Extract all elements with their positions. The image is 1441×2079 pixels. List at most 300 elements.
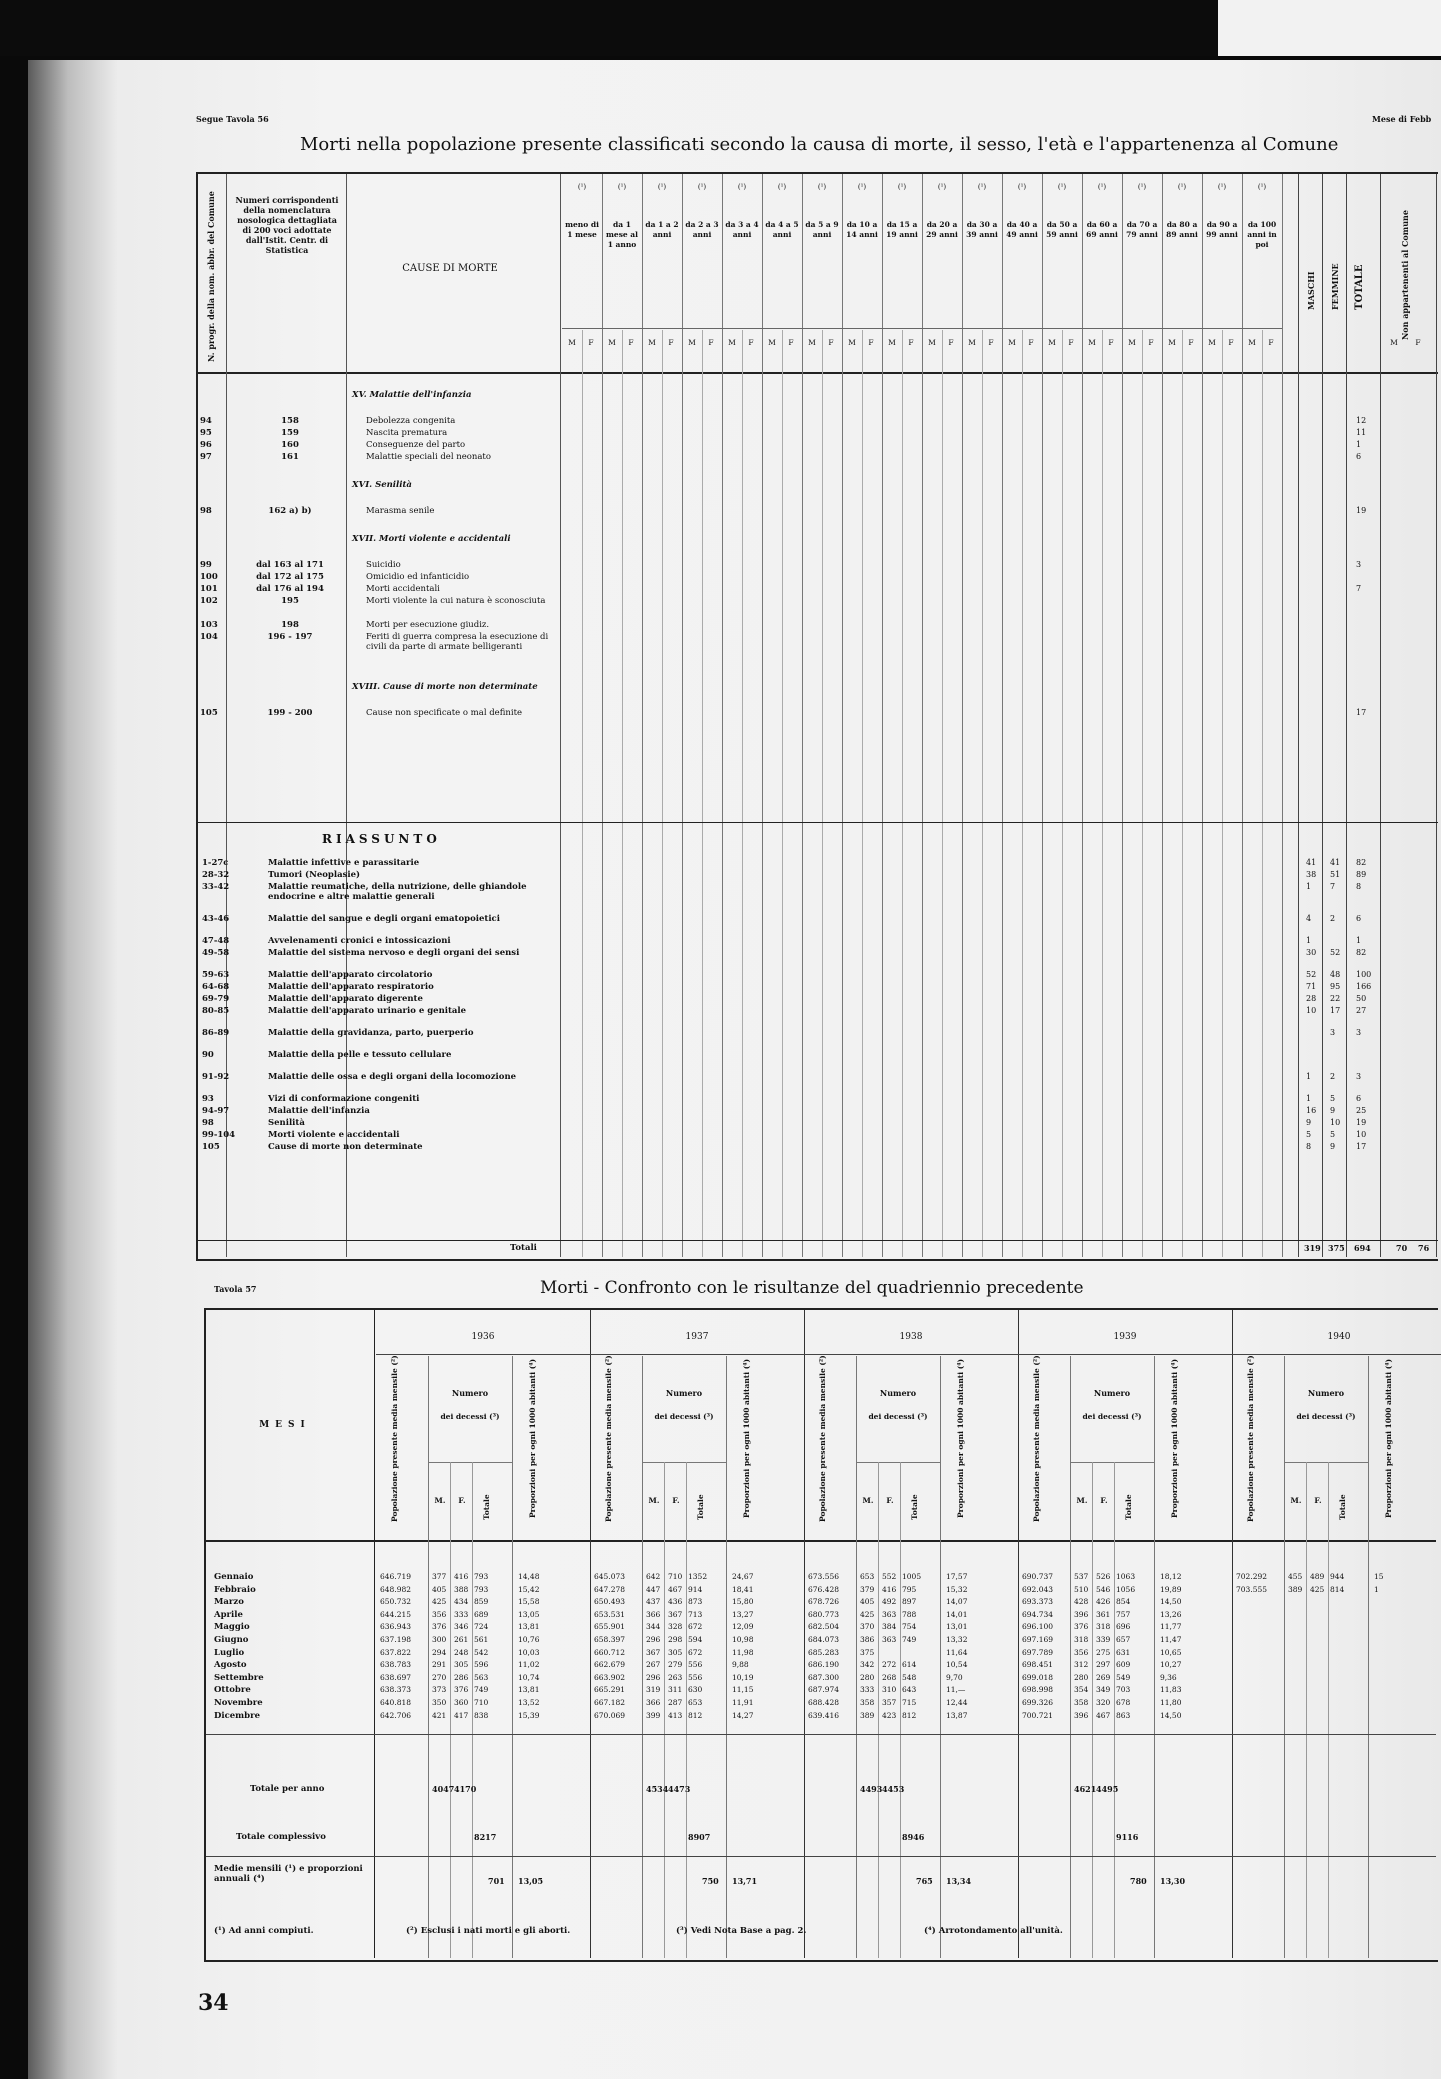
- age-footnote-mark: (¹): [577, 183, 587, 191]
- month-value: 812: [688, 1710, 703, 1720]
- month-value: 467: [1096, 1710, 1111, 1720]
- month-value: 15,58: [518, 1597, 540, 1607]
- month-label: Novembre: [214, 1698, 263, 1708]
- month-value: 814: [1330, 1584, 1345, 1594]
- row-number: 104: [200, 632, 218, 642]
- month-value: 13,26: [1160, 1609, 1182, 1619]
- na-f-label: F: [1415, 338, 1421, 347]
- col-numero: Numero: [1307, 1388, 1345, 1398]
- age-footnote-mark: (¹): [737, 183, 747, 191]
- riassunto-number: 43-46: [202, 914, 230, 924]
- month-value: 596: [474, 1660, 489, 1670]
- month-value: 384: [882, 1622, 897, 1632]
- month-value: 421: [432, 1710, 447, 1720]
- sex-m-label: M: [1128, 338, 1136, 347]
- age-footnote-mark: (¹): [1217, 183, 1227, 191]
- row-number: 98: [200, 506, 212, 516]
- age-footnote-mark: (¹): [1137, 183, 1147, 191]
- riassunto-m: 41: [1306, 858, 1317, 867]
- age-group-label: da 30 a 39 anni: [966, 220, 998, 239]
- age-footnote-mark: (¹): [1057, 183, 1067, 191]
- col-m: M.: [648, 1496, 660, 1505]
- month-value: 795: [902, 1584, 917, 1594]
- riassunto-m: 16: [1306, 1106, 1317, 1115]
- col-divider: [622, 330, 623, 1257]
- month-value: 678.726: [808, 1597, 840, 1607]
- row-number: 100: [200, 572, 218, 582]
- year-rule: [590, 1354, 804, 1355]
- total-complessivo: 8946: [902, 1832, 925, 1842]
- riassunto-number: 99-104: [202, 1130, 236, 1140]
- age-group-label: meno di 1 mese: [565, 220, 599, 239]
- month-value: 270: [432, 1672, 447, 1682]
- month-value: 275: [1096, 1647, 1111, 1657]
- month-value: 549: [1116, 1672, 1131, 1682]
- riassunto-cause: Malattie dell'apparato digerente: [268, 994, 423, 1004]
- col-decessi: dei decessi (³): [654, 1412, 714, 1421]
- age-footnote-mark: (¹): [697, 183, 707, 191]
- month-value: 10,03: [518, 1647, 540, 1657]
- total-media: 765: [916, 1876, 933, 1886]
- month-value: 11,47: [1160, 1635, 1182, 1644]
- month-value: 15: [1374, 1572, 1384, 1581]
- total-prop: 13,30: [1160, 1876, 1186, 1886]
- age-footnote-mark: (¹): [617, 183, 627, 191]
- col-totale: Totale: [696, 1494, 705, 1520]
- sex-f-label: F: [628, 338, 634, 347]
- age-group-label: da 100 anni in poi: [1247, 220, 1277, 249]
- month-value: 428: [1074, 1597, 1089, 1607]
- col-divider: [590, 1310, 591, 1958]
- month-value: 294: [432, 1647, 447, 1657]
- month-value: 280: [1074, 1672, 1089, 1682]
- month-value: 296: [646, 1635, 661, 1644]
- col-proporzioni: Proporzioni per ogni 1000 abitanti (⁴): [1170, 1358, 1179, 1518]
- col-divider: [1182, 330, 1183, 1257]
- col-divider: [428, 1356, 429, 1958]
- year-label: 1936: [471, 1332, 495, 1342]
- col-m: M.: [1076, 1496, 1088, 1505]
- row-total: 6: [1356, 452, 1362, 461]
- riassunto-cause: Senilità: [268, 1118, 305, 1128]
- col-divider: [1162, 174, 1163, 1257]
- col-divider: [662, 330, 663, 1257]
- month-value: 10,19: [732, 1672, 754, 1682]
- row-total: 1: [1356, 440, 1362, 449]
- totali-m: 319: [1304, 1243, 1321, 1253]
- month-value: 680.773: [808, 1609, 840, 1619]
- totals-rule: [206, 1734, 1436, 1735]
- col-m: M.: [434, 1496, 446, 1505]
- row-cause: Feriti di guerra compresa la esecuzione di civili da parte di armate belligeranti: [366, 632, 549, 652]
- month-value: 710: [474, 1698, 489, 1707]
- month-value: 344: [646, 1622, 661, 1632]
- month-value: 650.732: [380, 1597, 412, 1607]
- col-divider: [472, 1462, 473, 1958]
- row-code: 198: [281, 620, 299, 630]
- col-popolazione: Popolazione presente media mensile (²): [818, 1355, 827, 1522]
- age-group-label: da 3 a 4 anni: [725, 220, 759, 239]
- riassunto-m: 30: [1306, 948, 1317, 957]
- col-divider: [782, 330, 783, 1257]
- month-value: 715: [902, 1698, 917, 1707]
- row-code: dal 172 al 175: [256, 572, 324, 582]
- month-value: 642.706: [380, 1710, 412, 1720]
- riassunto-total: 82: [1356, 858, 1367, 867]
- age-footnote-mark: (¹): [1257, 183, 1267, 191]
- col-divider: [1242, 174, 1243, 1257]
- sex-m-label: M: [1208, 338, 1216, 347]
- sex-m-label: M: [648, 338, 656, 347]
- riassunto-total: 6: [1356, 914, 1362, 923]
- month-value: 425: [860, 1609, 875, 1619]
- riassunto-total: 10: [1356, 1130, 1367, 1139]
- col-divider: [962, 174, 963, 1257]
- month-value: 9,36: [1160, 1672, 1177, 1682]
- col-divider: [1328, 1462, 1329, 1958]
- col-divider: [1202, 174, 1203, 1257]
- month-label: Mese di Febb: [1372, 114, 1432, 124]
- riassunto-total: 1: [1356, 936, 1362, 945]
- month-value: 556: [688, 1672, 703, 1682]
- col-divider: [1262, 330, 1263, 1257]
- col-numero: Numero: [879, 1388, 917, 1398]
- col-popolazione: Popolazione presente media mensile (²): [604, 1355, 613, 1522]
- month-label: Settembre: [214, 1672, 264, 1683]
- riassunto-f: 2: [1330, 1072, 1336, 1081]
- col-divider: [1082, 174, 1083, 1257]
- riassunto-total: 8: [1356, 882, 1362, 891]
- row-cause: Cause non specificate o mal definite: [366, 708, 523, 718]
- page-number: 34: [198, 1990, 229, 2016]
- month-value: 812: [902, 1710, 917, 1720]
- month-value: 11,15: [732, 1685, 754, 1695]
- month-value: 267: [646, 1660, 661, 1670]
- sex-m-label: M: [808, 338, 816, 347]
- month-label: Dicembre: [214, 1710, 261, 1721]
- month-value: 644.215: [380, 1609, 412, 1619]
- col-maschi: MASCHI: [1306, 271, 1316, 310]
- year-rule: [804, 1354, 1018, 1355]
- month-label: Maggio: [214, 1622, 250, 1633]
- sex-m-label: M: [1088, 338, 1096, 347]
- col-divider: [1222, 330, 1223, 1257]
- riassunto-m: 1: [1306, 936, 1312, 945]
- riassunto-m: 28: [1306, 994, 1317, 1003]
- table57-label: Tavola 57: [214, 1284, 257, 1294]
- month-value: 655.901: [594, 1622, 626, 1632]
- month-value: 333: [454, 1609, 469, 1619]
- month-value: 13,01: [946, 1622, 968, 1632]
- month-value: 863: [1116, 1710, 1131, 1720]
- month-value: 14,01: [946, 1609, 968, 1619]
- total-complessivo: 8907: [688, 1832, 711, 1842]
- total-f: 4453: [882, 1784, 905, 1794]
- month-value: 653: [688, 1698, 703, 1707]
- month-value: 425: [1310, 1584, 1325, 1594]
- month-value: 269: [1096, 1672, 1111, 1682]
- month-value: 749: [474, 1685, 489, 1695]
- age-footnote-mark: (¹): [897, 183, 907, 191]
- riassunto-total: 166: [1356, 982, 1372, 991]
- month-value: 13,32: [946, 1635, 968, 1644]
- month-value: 749: [902, 1635, 917, 1644]
- age-footnote-mark: (¹): [937, 183, 947, 191]
- scan-border-light: [1218, 0, 1441, 56]
- col-divider: [1282, 174, 1283, 1257]
- riassunto-cause: Malattie della pelle e tessuto cellulare: [268, 1050, 452, 1060]
- month-value: 697.789: [1022, 1647, 1054, 1657]
- sex-m-label: M: [888, 338, 896, 347]
- month-label: Giugno: [214, 1635, 249, 1645]
- riassunto-number: 49-58: [202, 948, 230, 958]
- row-total: 17: [1356, 708, 1367, 717]
- col-f: F.: [672, 1496, 680, 1505]
- month-label: Agosto: [214, 1660, 247, 1671]
- row-cause: Omicidio ed infanticidio: [366, 572, 470, 582]
- month-value: 287: [668, 1698, 683, 1707]
- month-value: 638.697: [380, 1672, 412, 1682]
- col-popolazione: Popolazione presente media mensile (²): [1246, 1355, 1255, 1522]
- row-number: 95: [200, 428, 212, 438]
- month-value: 667.182: [594, 1698, 626, 1707]
- riassunto-f: 41: [1330, 858, 1341, 867]
- month-value: 14,07: [946, 1597, 968, 1607]
- month-value: 643: [902, 1685, 917, 1695]
- row-number: 103: [200, 620, 218, 630]
- col-totale: Totale: [1338, 1494, 1347, 1520]
- month-value: 318: [1096, 1622, 1111, 1632]
- sex-m-label: M: [848, 338, 856, 347]
- month-value: 645.073: [594, 1572, 626, 1581]
- col-nomenclature: Numeri corrispondenti della nomenclatura nosologica dettagliata di 200 voci adottate dall'Istit. Centr. di Statistica: [235, 195, 339, 255]
- row-total: 11: [1356, 428, 1367, 437]
- sex-m-label: M: [1168, 338, 1176, 347]
- month-value: 687.974: [808, 1685, 840, 1695]
- col-divider: [582, 330, 583, 1257]
- age-group-label: da 90 a 99 anni: [1206, 220, 1238, 239]
- month-value: 682.504: [808, 1622, 840, 1632]
- month-value: 854: [1116, 1597, 1131, 1607]
- col-decessi: dei decessi (³): [1082, 1412, 1142, 1421]
- row-total: 3: [1356, 560, 1362, 569]
- row-cause: Morti accidentali: [366, 584, 440, 594]
- totali-f: 375: [1328, 1243, 1345, 1253]
- riassunto-total: 19: [1356, 1118, 1367, 1127]
- col-divider: [940, 1356, 941, 1958]
- col-decessi: dei decessi (³): [440, 1412, 500, 1421]
- month-value: 455: [1288, 1572, 1303, 1581]
- col-divider: [842, 174, 843, 1257]
- month-value: 676.428: [808, 1584, 840, 1594]
- col-divider: [560, 174, 561, 1257]
- riassunto-total: 17: [1356, 1142, 1367, 1151]
- riassunto-f: 5: [1330, 1130, 1336, 1139]
- month-value: 376: [454, 1685, 469, 1695]
- age-footnote-mark: (¹): [817, 183, 827, 191]
- month-value: 650.493: [594, 1597, 626, 1607]
- month-value: 698.451: [1022, 1660, 1054, 1670]
- section-heading: XVIII. Cause di morte non determinate: [352, 682, 538, 692]
- riassunto-m: 52: [1306, 970, 1317, 979]
- col-m: M.: [862, 1496, 874, 1505]
- month-label: Ottobre: [214, 1685, 251, 1696]
- month-value: 703.555: [1236, 1584, 1268, 1594]
- col-decessi: dei decessi (³): [1296, 1412, 1356, 1421]
- month-value: 396: [1074, 1609, 1089, 1619]
- month-value: 373: [432, 1685, 447, 1695]
- col-divider: [982, 330, 983, 1257]
- month-value: 416: [882, 1584, 897, 1594]
- riassunto-cause: Malattie della gravidanza, parto, puerperio: [268, 1028, 474, 1038]
- month-value: 18,12: [1160, 1572, 1182, 1581]
- month-value: 678: [1116, 1698, 1131, 1707]
- riassunto-total: 100: [1356, 970, 1372, 979]
- month-value: 447: [646, 1584, 661, 1594]
- month-value: 389: [1288, 1584, 1303, 1594]
- sex-m-label: M: [568, 338, 576, 347]
- section-heading: XVI. Senilità: [352, 480, 412, 490]
- footnote: (¹) Ad anni compiuti.: [214, 1926, 314, 1936]
- age-group-label: da 40 a 49 anni: [1006, 220, 1038, 239]
- total-m: 4534: [646, 1784, 669, 1794]
- month-value: 694.734: [1022, 1609, 1054, 1619]
- row-number: 99: [200, 560, 212, 570]
- col-divider: [1022, 330, 1023, 1257]
- month-value: 639.416: [808, 1710, 840, 1720]
- month-value: 356: [432, 1609, 447, 1619]
- col-divider: [1306, 1462, 1307, 1958]
- month-value: 630: [688, 1685, 703, 1695]
- month-value: 699.326: [1022, 1698, 1054, 1707]
- month-value: 377: [432, 1572, 447, 1581]
- col-divider: [1018, 1310, 1019, 1958]
- month-value: 356: [1074, 1647, 1089, 1657]
- sex-m-label: M: [928, 338, 936, 347]
- month-value: 425: [432, 1597, 447, 1607]
- totali-na-m: 70: [1396, 1243, 1408, 1253]
- row-number: 105: [200, 708, 218, 718]
- month-value: 526: [1096, 1572, 1111, 1581]
- total-media: 780: [1130, 1876, 1147, 1886]
- month-value: 713: [688, 1609, 703, 1619]
- month-value: 350: [432, 1698, 447, 1707]
- month-value: 263: [668, 1672, 683, 1682]
- month-value: 548: [902, 1672, 917, 1682]
- month-label: Aprile: [214, 1609, 243, 1620]
- month-value: 272: [882, 1660, 897, 1670]
- riassunto-number: 86-89: [202, 1028, 230, 1038]
- month-value: 416: [454, 1572, 469, 1581]
- month-value: 692.043: [1022, 1584, 1054, 1594]
- month-value: 370: [860, 1622, 875, 1632]
- month-value: 10,76: [518, 1635, 540, 1644]
- col-totale: Totale: [910, 1494, 919, 1520]
- month-value: 10,65: [1160, 1647, 1182, 1657]
- month-value: 698.998: [1022, 1685, 1054, 1695]
- riassunto-number: 98: [202, 1118, 214, 1128]
- table57-header-rule: [206, 1540, 1436, 1542]
- totale-per-anno-label: Totale per anno: [250, 1784, 325, 1794]
- month-value: 376: [1074, 1622, 1089, 1632]
- age-group-label: da 15 a 19 anni: [886, 220, 918, 239]
- riassunto-cause: Tumori (Neoplasie): [268, 870, 361, 880]
- col-divider: [922, 174, 923, 1257]
- riassunto-number: 1-27c: [202, 858, 229, 868]
- col-totale: TOTALE: [1354, 264, 1365, 310]
- month-value: 405: [432, 1584, 447, 1594]
- year-label: 1940: [1327, 1332, 1351, 1342]
- month-value: 637.198: [380, 1635, 412, 1644]
- row-cause: Morti violente la cui natura è sconosciuta: [366, 596, 546, 606]
- month-value: 13,87: [946, 1710, 968, 1720]
- month-value: 361: [1096, 1609, 1111, 1619]
- month-value: 11,77: [1160, 1622, 1182, 1632]
- age-group-label: da 60 a 69 anni: [1086, 220, 1118, 239]
- month-value: 552: [882, 1572, 897, 1581]
- riassunto-number: 28-32: [202, 870, 230, 880]
- riassunto-f: 2: [1330, 914, 1336, 923]
- month-value: 405: [860, 1597, 875, 1607]
- row-number: 96: [200, 440, 212, 450]
- col-totale: Totale: [482, 1494, 491, 1520]
- sex-f-label: F: [868, 338, 874, 347]
- month-value: 379: [860, 1584, 875, 1594]
- month-value: 638.373: [380, 1685, 412, 1695]
- month-value: 358: [860, 1698, 875, 1707]
- riassunto-m: 1: [1306, 1094, 1312, 1103]
- total-complessivo: 9116: [1116, 1832, 1139, 1842]
- month-value: 300: [432, 1635, 447, 1644]
- row-total: 7: [1356, 584, 1362, 593]
- riassunto-total: 6: [1356, 1094, 1362, 1103]
- row-number: 97: [200, 452, 212, 462]
- row-cause: Debolezza congenita: [366, 416, 456, 426]
- sub-rule: [1070, 1462, 1154, 1463]
- age-group-label: da 2 a 3 anni: [685, 220, 719, 239]
- row-cause: Malattie speciali del neonato: [366, 452, 491, 462]
- month-value: 24,67: [732, 1572, 754, 1581]
- month-value: 367: [646, 1647, 661, 1657]
- month-value: 305: [668, 1647, 683, 1657]
- riassunto-m: 8: [1306, 1142, 1312, 1151]
- month-value: 17,57: [946, 1572, 968, 1581]
- sex-f-label: F: [1188, 338, 1194, 347]
- col-proporzioni: Proporzioni per ogni 1000 abitanti (⁴): [1384, 1358, 1393, 1518]
- month-value: 793: [474, 1572, 489, 1581]
- month-value: 556: [688, 1660, 703, 1670]
- month-value: 914: [688, 1584, 703, 1594]
- sub-rule: [856, 1462, 940, 1463]
- row-code: 196 - 197: [267, 632, 313, 642]
- riassunto-cause: Malattie dell'infanzia: [268, 1106, 370, 1116]
- col-divider: [1346, 174, 1347, 1257]
- month-value: 1056: [1116, 1584, 1136, 1594]
- row-code: 159: [281, 428, 299, 438]
- col-divider: [1102, 330, 1103, 1257]
- month-value: 563: [474, 1672, 489, 1682]
- month-value: 11,83: [1160, 1685, 1182, 1695]
- col-divider: [900, 1462, 901, 1958]
- rule: [206, 1856, 1436, 1857]
- footnote: (⁴) Arrotondamento all'unità.: [924, 1926, 1063, 1936]
- riassunto-cause: Avvelenamenti cronici e intossicazioni: [268, 936, 451, 946]
- month-value: 268: [882, 1672, 897, 1682]
- col-proporzioni: Proporzioni per ogni 1000 abitanti (⁴): [956, 1358, 965, 1518]
- sex-f-label: F: [1028, 338, 1034, 347]
- age-group-label: da 10 a 14 anni: [846, 220, 878, 239]
- sex-f-label: F: [1148, 338, 1154, 347]
